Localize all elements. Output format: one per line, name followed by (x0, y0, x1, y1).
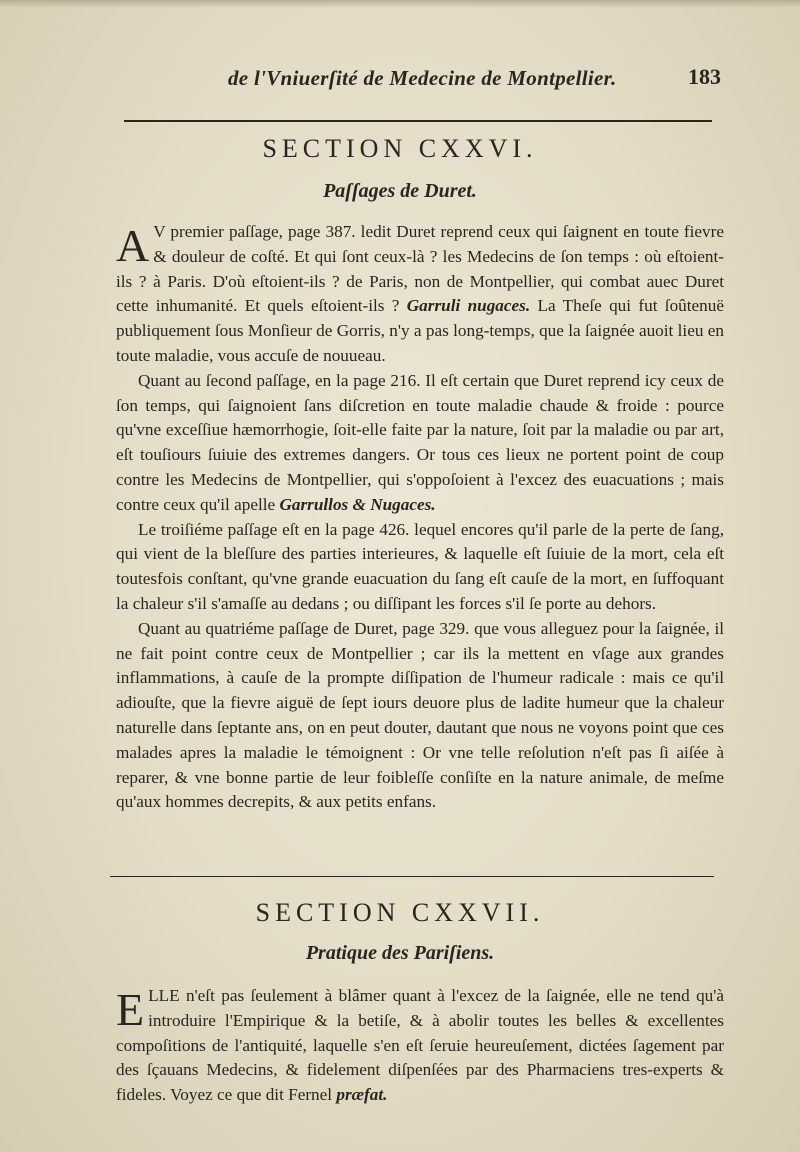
paragraph-text: LLE n'eſt pas ſeulement à blâmer quant à l'excez de la ſaignée, elle ne tend qu'à introduire l'Empirique & la betiſe, & à abolir toutes les belles & excellentes compoſitions de l'antiquité, laquelle s'en eſt ſeruie heureuſement, dictées ſagement par des ſçauans Medecins, & fidelement diſpenſées par des Pharmaciens tres-experts & fideles. Voyez ce que dit Fernel (116, 986, 724, 1105)
section-heading: SECTION CXXVII. (255, 898, 545, 927)
italic-phrase: Garruli nugaces. (406, 296, 531, 316)
section-divider (110, 876, 714, 877)
paragraph (116, 220, 724, 369)
italic-phrase: præfat. (336, 1085, 388, 1105)
paragraph (116, 369, 724, 518)
paragraph-text: La Theſe qui fut ſoûtenuë publiquement ſous Monſieur de Gorris, n'y a pas long-temps, que la ſaignée auoit lieu en toute maladie, vous accuſe de nouueau. (116, 296, 724, 365)
paragraph-text: Quant au ſecond paſſage, en la page 216. Il eſt certain que Duret reprend icy ceux de ſon temps, qui ſaignoient ſans diſcretion en toute maladie chaude & froide : pource qu'vne exceſſiue hæmorrhogie, ſoit-elle faite par la nature, ſoit par la maladie ou par art, eſt touſiours ſuiuie des extremes dangers. Or tous ces lieux ne portent point de coup contre les Medecins de Montpellier, qui s'oppoſoient à l'excez des euacuations ; mais contre ceux qu'il apelle (116, 370, 724, 514)
section-heading: SECTION CXXVI. (262, 134, 538, 163)
paragraph (116, 984, 724, 1108)
drop-cap: E (116, 984, 145, 1035)
page-number: 183 (688, 64, 721, 89)
header-rule (124, 120, 712, 122)
running-head-title: de l'Vniuerſité de Medecine de Montpellier. (228, 66, 617, 90)
paragraph-text: V premier paſſage, page 387. ledit Duret reprend ceux qui ſaignent en toute fievre & douleur de coſté. Et qui ſont ceux-là ? les Medecins de ſon temps : où eſtoient-ils ? à Paris. D'où eſtoient-ils ? de Paris, non de Montpellier, qui combat auec Duret cette inhumanité. Et quels eſtoient-ils ? (116, 222, 724, 316)
paragraph (116, 518, 724, 617)
drop-cap: A (116, 220, 150, 271)
italic-phrase: Garrullos & Nugaces. (279, 494, 436, 514)
section-subheading: Paſſages de Duret. (323, 180, 477, 202)
paragraph-text: Le troiſiéme paſſage eſt en la page 426. lequel encores qu'il parle de la perte de ſang, qui vient de la bleſſure des parties interieures, & laquelle eſt ſuiuie de la mort, cela eſt toutesfois conſtant, qu'vne grande euacuation du ſang eſt cauſe de la mort, en ſuffoquant la chaleur s'il s'amaſſe au dedans ; ou diſſipant les forces s'il ſe porte au dehors. (116, 519, 724, 613)
section-body (116, 984, 724, 1108)
section-body (116, 220, 724, 815)
section-subheading: Pratique des Pariſiens. (305, 942, 495, 964)
paragraph (116, 617, 724, 815)
running-head (0, 62, 800, 98)
paragraph-text: Quant au quatriéme paſſage de Duret, page 329. que vous alleguez pour la ſaignée, il ne fait point contre ceux de Montpellier ; car ils la mettent en vſage aux grandes inflammations, à cauſe de la prompte diſſipation de l'humeur radicale : mais ce qu'il adiouſte, que la fievre aiguë de ſept iours deuore plus de ladite humeur que la chaleur naturelle dans ſeptante ans, on en peut douter, dautant que nous ne voyons point que ces malades apres la maladie le témoignent : Or vne telle reſolution n'eſt pas ſi aiſée à reparer, & vne bonne partie de leur foibleſſe conſiſte en la nature animale, de meſme qu'aux hommes decrepits, & aux petits enfans. (116, 618, 724, 812)
